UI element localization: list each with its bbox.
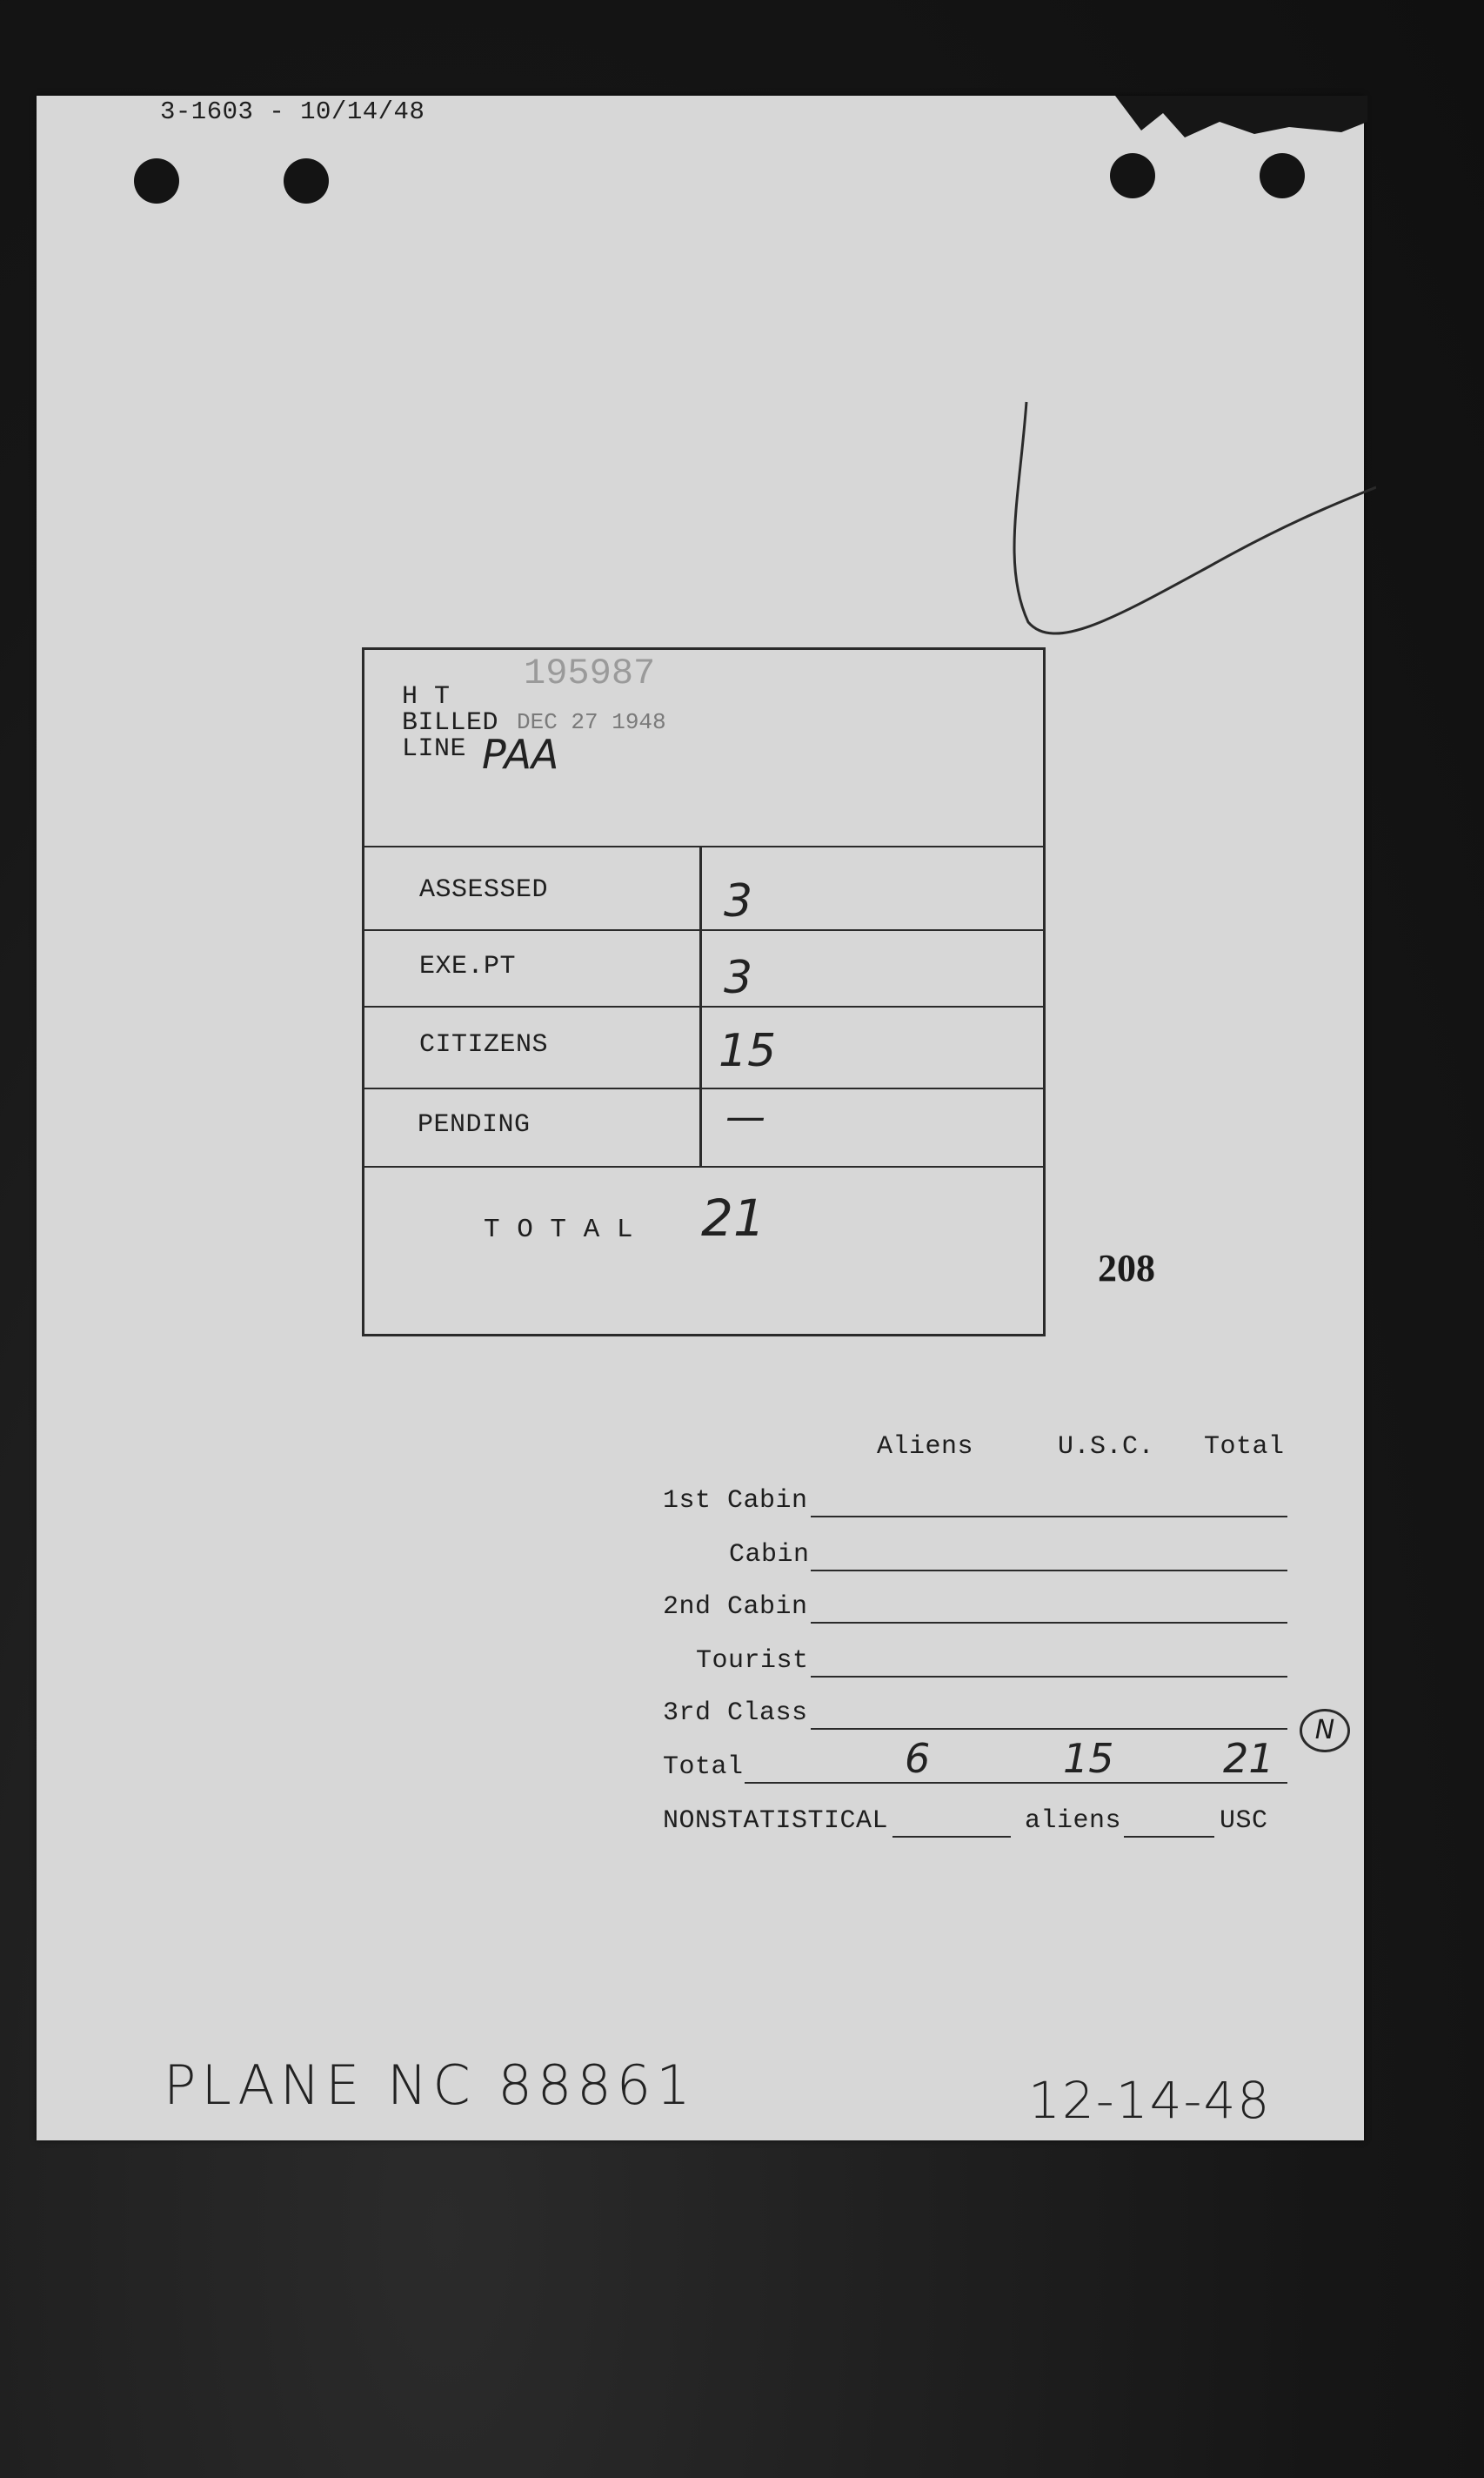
total-label: T O T A L bbox=[484, 1215, 633, 1245]
box-divider bbox=[364, 846, 1044, 847]
col-header-total: Total bbox=[1204, 1432, 1285, 1462]
form-number: 3-1603 - 10/14/48 bbox=[160, 97, 425, 126]
torn-corner bbox=[1080, 96, 1367, 191]
row-label-exempt: EXE.PT bbox=[419, 952, 517, 981]
col-header-aliens: Aliens bbox=[877, 1432, 974, 1462]
line-label: LINE bbox=[402, 734, 467, 764]
stamp-date: DEC 27 1948 bbox=[517, 709, 666, 735]
summary-row-label: 1st Cabin bbox=[663, 1486, 808, 1516]
punch-hole-left-2 bbox=[284, 158, 329, 204]
row-value-exempt: 3 bbox=[724, 952, 753, 1004]
col-header-usc: U.S.C. bbox=[1058, 1432, 1155, 1462]
box-divider bbox=[364, 1006, 1044, 1008]
summary-row-label: 3rd Class bbox=[663, 1698, 808, 1728]
row-value-assessed: 3 bbox=[724, 875, 753, 928]
nonstat-aliens-line bbox=[892, 1836, 1011, 1838]
summary-row-label: Total bbox=[663, 1752, 744, 1782]
pen-check-mark bbox=[993, 305, 1376, 653]
footer-date: 12-14-48 bbox=[1028, 2071, 1272, 2130]
stamp-number: 195987 bbox=[524, 653, 656, 694]
box-divider bbox=[364, 1166, 1044, 1168]
box-divider bbox=[364, 1088, 1044, 1089]
row-value-pending: — bbox=[725, 1093, 765, 1140]
plane-number: PLANE NC 88861 bbox=[164, 2053, 696, 2117]
nonstat-label: NONSTATISTICAL bbox=[663, 1806, 889, 1836]
row-value-citizens: 15 bbox=[719, 1025, 777, 1077]
summary-total-usc: 15 bbox=[1063, 1735, 1114, 1782]
page-number: 208 bbox=[1098, 1247, 1155, 1289]
summary-row-line bbox=[811, 1570, 1287, 1571]
summary-row-label: Cabin bbox=[729, 1540, 810, 1570]
summary-row-line bbox=[745, 1782, 1287, 1784]
box-divider bbox=[364, 929, 1044, 931]
row-label-citizens: CITIZENS bbox=[419, 1030, 549, 1060]
summary-row-label: Tourist bbox=[696, 1646, 809, 1676]
summary-row-line bbox=[811, 1728, 1287, 1730]
box-column-divider bbox=[699, 847, 702, 1166]
ht-label: H T bbox=[402, 682, 451, 712]
nonstat-usc-line bbox=[1124, 1836, 1214, 1838]
summary-row-line bbox=[811, 1516, 1287, 1517]
row-label-pending: PENDING bbox=[418, 1110, 531, 1140]
summary-row-label: 2nd Cabin bbox=[663, 1592, 808, 1622]
nonstat-usc-label: USC bbox=[1220, 1806, 1268, 1836]
summary-total-aliens: 6 bbox=[905, 1735, 931, 1782]
nonstat-aliens-label: aliens bbox=[1025, 1806, 1122, 1836]
document-page bbox=[37, 96, 1364, 2140]
billed-label: BILLED bbox=[402, 708, 499, 738]
summary-row-line bbox=[811, 1676, 1287, 1678]
line-value: PAA bbox=[482, 731, 559, 778]
summary-total-total: 21 bbox=[1223, 1735, 1274, 1782]
summary-row-line bbox=[811, 1622, 1287, 1624]
row-label-assessed: ASSESSED bbox=[419, 875, 549, 905]
total-value: 21 bbox=[701, 1189, 765, 1248]
punch-hole-left-1 bbox=[134, 158, 179, 204]
circled-mark: N bbox=[1300, 1709, 1350, 1752]
